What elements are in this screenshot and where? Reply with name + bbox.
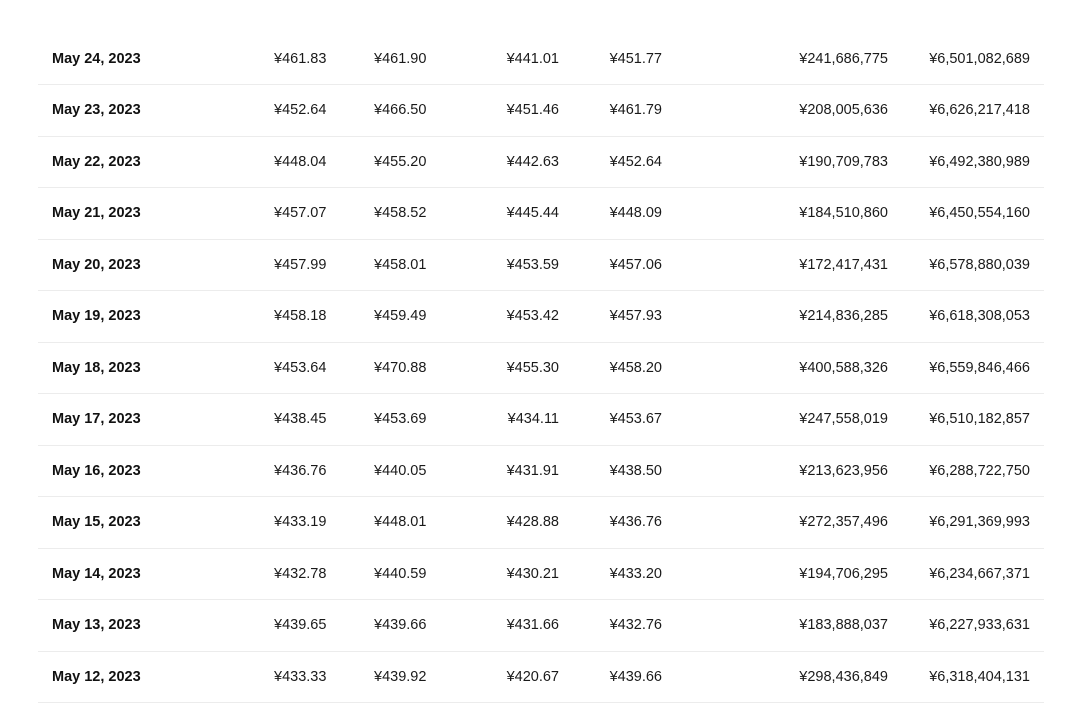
open-price-cell: ¥457.99 — [274, 256, 327, 273]
date-cell: May 21, 2023 — [52, 205, 141, 222]
high-price-cell: ¥458.01 — [374, 256, 427, 273]
open-price-cell: ¥433.19 — [274, 514, 327, 531]
low-price-cell: ¥434.11 — [507, 411, 559, 428]
historical-data-table — [38, 33, 1044, 703]
table-row — [38, 239, 1044, 291]
date-cell: May 15, 2023 — [52, 514, 141, 531]
table-row — [38, 548, 1044, 600]
low-price-cell: ¥431.91 — [506, 462, 559, 479]
market-cap-cell: ¥6,626,217,418 — [929, 102, 1030, 119]
close-price-cell: ¥457.93 — [609, 308, 662, 325]
high-price-cell: ¥448.01 — [374, 514, 427, 531]
date-cell: May 13, 2023 — [52, 617, 141, 634]
close-price-cell: ¥433.20 — [609, 565, 662, 582]
table-row — [38, 85, 1044, 137]
date-cell: May 18, 2023 — [52, 359, 141, 376]
high-price-cell: ¥439.66 — [374, 617, 427, 634]
volume-cell: ¥172,417,431 — [799, 256, 888, 273]
high-price-cell: ¥440.05 — [374, 462, 427, 479]
date-cell: May 12, 2023 — [52, 668, 141, 685]
table-body — [38, 33, 1044, 703]
close-price-cell: ¥452.64 — [609, 153, 662, 170]
date-cell: May 20, 2023 — [52, 256, 141, 273]
market-cap-cell: ¥6,234,667,371 — [929, 565, 1030, 582]
open-price-cell: ¥453.64 — [274, 359, 327, 376]
close-price-cell: ¥438.50 — [609, 462, 662, 479]
high-price-cell: ¥453.69 — [374, 411, 427, 428]
low-price-cell: ¥455.30 — [506, 359, 559, 376]
historical-data-table-container — [38, 33, 1044, 703]
date-cell: May 23, 2023 — [52, 102, 141, 119]
low-price-cell: ¥453.42 — [506, 308, 559, 325]
volume-cell: ¥298,436,849 — [799, 668, 888, 685]
table-row — [38, 291, 1044, 343]
open-price-cell: ¥461.83 — [274, 50, 327, 67]
market-cap-cell: ¥6,318,404,131 — [929, 668, 1030, 685]
volume-cell: ¥194,706,295 — [799, 565, 888, 582]
market-cap-cell: ¥6,291,369,993 — [929, 514, 1030, 531]
low-price-cell: ¥420.67 — [506, 668, 559, 685]
table-row — [38, 33, 1044, 85]
market-cap-cell: ¥6,288,722,750 — [929, 462, 1030, 479]
date-cell: May 24, 2023 — [52, 50, 141, 67]
high-price-cell: ¥461.90 — [374, 50, 427, 67]
close-price-cell: ¥453.67 — [609, 411, 662, 428]
volume-cell: ¥247,558,019 — [799, 411, 888, 428]
table-row — [38, 600, 1044, 652]
open-price-cell: ¥458.18 — [274, 308, 327, 325]
volume-cell: ¥213,623,956 — [799, 462, 888, 479]
table-row — [38, 188, 1044, 240]
low-price-cell: ¥431.66 — [506, 617, 559, 634]
close-price-cell: ¥457.06 — [609, 256, 662, 273]
close-price-cell: ¥458.20 — [609, 359, 662, 376]
open-price-cell: ¥438.45 — [274, 411, 327, 428]
low-price-cell: ¥430.21 — [506, 565, 559, 582]
high-price-cell: ¥439.92 — [374, 668, 427, 685]
open-price-cell: ¥439.65 — [274, 617, 327, 634]
open-price-cell: ¥452.64 — [274, 102, 327, 119]
table-row — [38, 651, 1044, 703]
market-cap-cell: ¥6,578,880,039 — [929, 256, 1030, 273]
high-price-cell: ¥455.20 — [374, 153, 427, 170]
volume-cell: ¥184,510,860 — [799, 205, 888, 222]
low-price-cell: ¥441.01 — [506, 50, 559, 67]
open-price-cell: ¥436.76 — [274, 462, 327, 479]
low-price-cell: ¥428.88 — [506, 514, 559, 531]
volume-cell: ¥272,357,496 — [799, 514, 888, 531]
table-row — [38, 497, 1044, 549]
high-price-cell: ¥459.49 — [374, 308, 427, 325]
close-price-cell: ¥439.66 — [609, 668, 662, 685]
open-price-cell: ¥448.04 — [274, 153, 327, 170]
date-cell: May 22, 2023 — [52, 153, 141, 170]
open-price-cell: ¥433.33 — [274, 668, 327, 685]
volume-cell: ¥214,836,285 — [799, 308, 888, 325]
volume-cell: ¥190,709,783 — [799, 153, 888, 170]
open-price-cell: ¥432.78 — [274, 565, 327, 582]
close-price-cell: ¥436.76 — [609, 514, 662, 531]
table-row — [38, 394, 1044, 446]
market-cap-cell: ¥6,618,308,053 — [929, 308, 1030, 325]
date-cell: May 16, 2023 — [52, 462, 141, 479]
high-price-cell: ¥458.52 — [374, 205, 427, 222]
high-price-cell: ¥470.88 — [374, 359, 427, 376]
volume-cell: ¥241,686,775 — [799, 50, 888, 67]
market-cap-cell: ¥6,501,082,689 — [929, 50, 1030, 67]
high-price-cell: ¥466.50 — [374, 102, 427, 119]
market-cap-cell: ¥6,510,182,857 — [929, 411, 1030, 428]
market-cap-cell: ¥6,227,933,631 — [929, 617, 1030, 634]
market-cap-cell: ¥6,450,554,160 — [929, 205, 1030, 222]
open-price-cell: ¥457.07 — [274, 205, 327, 222]
date-cell: May 17, 2023 — [52, 411, 141, 428]
volume-cell: ¥400,588,326 — [799, 359, 888, 376]
date-cell: May 19, 2023 — [52, 308, 141, 325]
close-price-cell: ¥461.79 — [609, 102, 662, 119]
volume-cell: ¥183,888,037 — [799, 617, 888, 634]
close-price-cell: ¥448.09 — [609, 205, 662, 222]
low-price-cell: ¥442.63 — [506, 153, 559, 170]
date-cell: May 14, 2023 — [52, 565, 141, 582]
volume-cell: ¥208,005,636 — [799, 102, 888, 119]
table-row — [38, 136, 1044, 188]
low-price-cell: ¥451.46 — [506, 102, 559, 119]
close-price-cell: ¥432.76 — [609, 617, 662, 634]
table-row — [38, 342, 1044, 394]
high-price-cell: ¥440.59 — [374, 565, 427, 582]
close-price-cell: ¥451.77 — [609, 50, 662, 67]
market-cap-cell: ¥6,559,846,466 — [929, 359, 1030, 376]
market-cap-cell: ¥6,492,380,989 — [929, 153, 1030, 170]
low-price-cell: ¥445.44 — [506, 205, 559, 222]
table-row — [38, 445, 1044, 497]
low-price-cell: ¥453.59 — [506, 256, 559, 273]
